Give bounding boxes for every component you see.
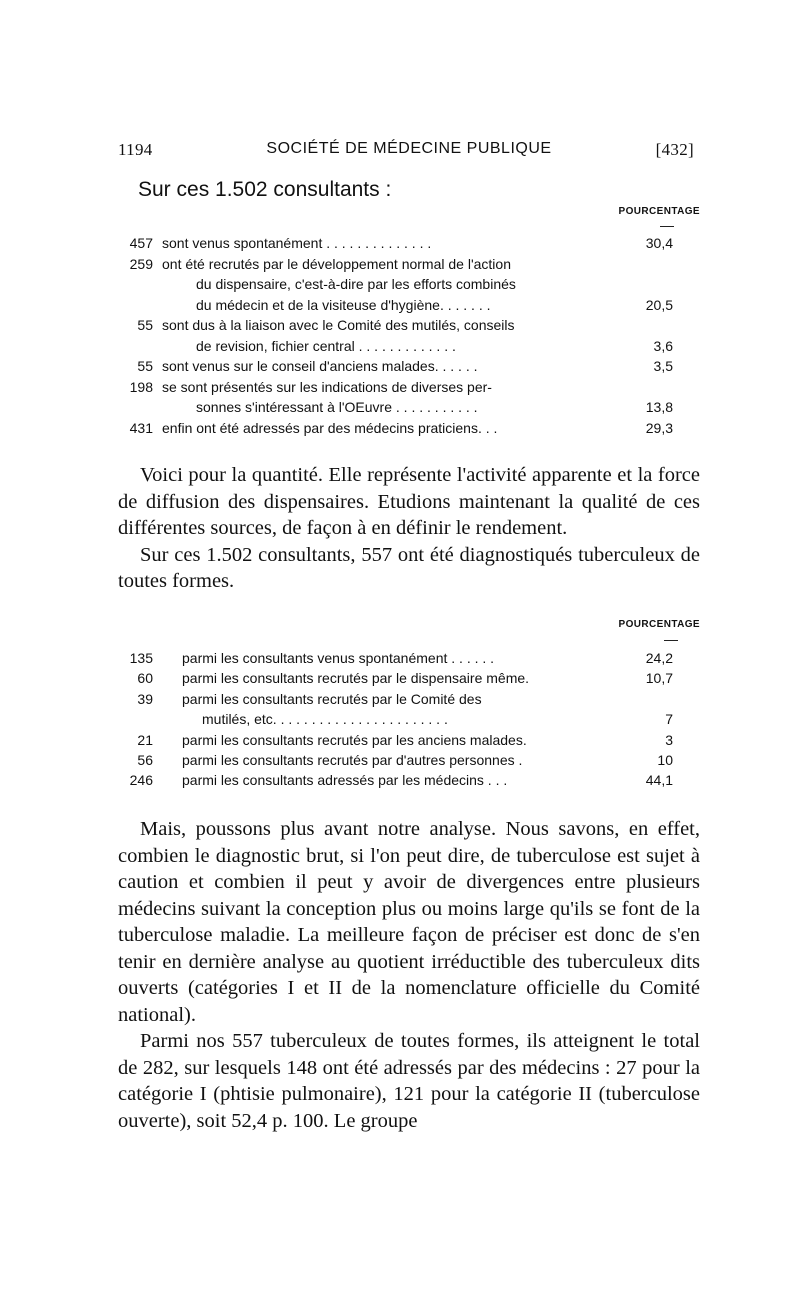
table-row bbox=[118, 750, 673, 770]
row-percentage: 30,4 bbox=[645, 235, 673, 251]
table-row-line bbox=[118, 709, 673, 729]
table-row-line bbox=[118, 689, 673, 709]
row-text: sont venus spontanément . . . . . . . . . . . . . . bbox=[162, 235, 432, 251]
section-number: [432] bbox=[655, 140, 694, 159]
row-text: sonnes s'intéressant à l'OEuvre . . . . . . . . . . . bbox=[196, 399, 478, 415]
row-percentage: 13,8 bbox=[645, 399, 673, 415]
table1-intro: Sur ces 1.502 consultants : bbox=[138, 178, 392, 201]
row-percentage: 10,7 bbox=[645, 670, 673, 687]
row-count: 60 bbox=[137, 670, 153, 687]
row-text: parmi les consultants adressés par les médecins . . . bbox=[182, 772, 508, 789]
row-count: 259 bbox=[129, 255, 153, 272]
row-percentage: 10 bbox=[657, 751, 673, 768]
running-header bbox=[118, 140, 700, 164]
table-row-line bbox=[118, 356, 673, 377]
table-row bbox=[118, 254, 673, 316]
row-count: 431 bbox=[129, 419, 153, 436]
table-row bbox=[118, 668, 673, 688]
table2-column-header: POURCENTAGE bbox=[618, 619, 700, 630]
row-text: parmi les consultants recrutés par les anciens malades. bbox=[182, 731, 527, 748]
table-row-line bbox=[118, 668, 673, 688]
row-text: de revision, fichier central . . . . . . . . . . . . . bbox=[196, 337, 456, 354]
table-row-line bbox=[118, 418, 673, 439]
row-count: 39 bbox=[137, 690, 153, 707]
table-row-line bbox=[118, 274, 673, 295]
table-row-line bbox=[118, 397, 673, 418]
table-row-line bbox=[118, 730, 673, 750]
row-text: parmi les consultants recrutés par d'autres personnes . bbox=[182, 751, 523, 768]
running-title: SOCIÉTÉ DE MÉDECINE PUBLIQUE bbox=[266, 140, 552, 157]
table-row bbox=[118, 315, 673, 356]
table-row bbox=[118, 377, 673, 418]
table-row-line bbox=[118, 336, 673, 357]
table-row-line bbox=[118, 750, 673, 770]
table1 bbox=[118, 233, 673, 438]
row-count: 198 bbox=[129, 378, 153, 395]
table-row bbox=[118, 730, 673, 750]
row-count: 457 bbox=[129, 235, 153, 251]
table-row bbox=[118, 648, 673, 668]
table2-header-rule bbox=[664, 640, 678, 641]
table1-header-rule bbox=[660, 226, 674, 227]
row-count: 56 bbox=[137, 751, 153, 768]
row-percentage: 3,5 bbox=[653, 358, 673, 374]
row-text: enfin ont été adressés par des médecins praticiens. . . bbox=[162, 419, 498, 436]
row-percentage: 44,1 bbox=[645, 772, 673, 789]
row-text: parmi les consultants recrutés par le Comité des bbox=[182, 690, 482, 707]
paragraph-3: Mais, poussons plus avant notre analyse. Nous savons, en effet, combien le diagnostic brut, si l'on peut dire, de tuberculose est sujet à caution et combien il peut y avoir de divergences entre plusieurs médecins suivant la conception plus ou moins large qu'ils se font de la tuberculose maladie. La meilleure façon de préciser est donc de s'en tenir en dernière analyse au quotient irréductible des tuberculeux dits ouverts (catégories I et II de la nomenclature officielle du Comité national). bbox=[118, 818, 700, 1026]
row-count: 55 bbox=[137, 358, 153, 374]
row-text: parmi les consultants venus spontanément . . . . . . bbox=[182, 650, 495, 666]
paragraph-4: Parmi nos 557 tuberculeux de toutes formes, ils atteignent le total de 282, sur lesquels 148 ont été adressés par des médecins : 27 pour la catégorie I (phtisie pulmonaire), 121 pour la catégorie II (tuberculose ouverte), soit 52,4 p. 100. Le groupe bbox=[118, 1030, 700, 1132]
table-row bbox=[118, 233, 673, 254]
row-percentage: 7 bbox=[665, 711, 673, 728]
row-text: parmi les consultants recrutés par le dispensaire même. bbox=[182, 670, 530, 687]
table-row-line bbox=[118, 295, 673, 316]
paragraph-1: Voici pour la quantité. Elle représente l'activité apparente et la force de diffusion des dispensaires. Etudions maintenant la qualité de ces différentes sources, de façon à en définir le rendement. bbox=[118, 464, 700, 539]
row-text: du médecin et de la visiteuse d'hygiène. . . . . . . bbox=[196, 296, 491, 313]
table-row bbox=[118, 770, 673, 790]
table-row bbox=[118, 356, 673, 377]
table-row bbox=[118, 418, 673, 439]
row-count: 55 bbox=[137, 317, 153, 333]
table-row-line bbox=[118, 377, 673, 398]
paragraph-block-2 bbox=[118, 816, 700, 1134]
row-percentage: 20,5 bbox=[645, 296, 673, 313]
table-row-line bbox=[118, 254, 673, 275]
row-text: mutilés, etc. . . . . . . . . . . . . . . . . . . . . . . bbox=[202, 711, 448, 728]
row-percentage: 24,2 bbox=[645, 650, 673, 666]
page-number: 1194 bbox=[118, 140, 153, 159]
table-row-line bbox=[118, 770, 673, 790]
table-row-line bbox=[118, 648, 673, 668]
row-percentage: 3,6 bbox=[653, 337, 673, 354]
table-row-line bbox=[118, 315, 673, 336]
row-text: ont été recrutés par le développement normal de l'action bbox=[162, 255, 511, 272]
row-count: 135 bbox=[129, 650, 153, 666]
row-count: 246 bbox=[129, 772, 153, 789]
table-row bbox=[118, 689, 673, 730]
paragraph-block-1 bbox=[118, 462, 700, 595]
row-percentage: 29,3 bbox=[645, 419, 673, 436]
paragraph-2: Sur ces 1.502 consultants, 557 ont été diagnostiqués tuberculeux de toutes formes. bbox=[118, 543, 700, 592]
row-text: sont dus à la liaison avec le Comité des mutilés, conseils bbox=[162, 317, 515, 333]
table2 bbox=[118, 648, 673, 791]
row-percentage: 3 bbox=[665, 731, 673, 748]
row-text: sont venus sur le conseil d'anciens malades. . . . . . bbox=[162, 358, 478, 374]
row-text: se sont présentés sur les indications de diverses per- bbox=[162, 378, 492, 395]
table-row-line bbox=[118, 233, 673, 254]
row-text: du dispensaire, c'est-à-dire par les efforts combinés bbox=[196, 276, 516, 292]
row-count: 21 bbox=[137, 731, 153, 748]
table1-column-header: POURCENTAGE bbox=[618, 206, 700, 217]
